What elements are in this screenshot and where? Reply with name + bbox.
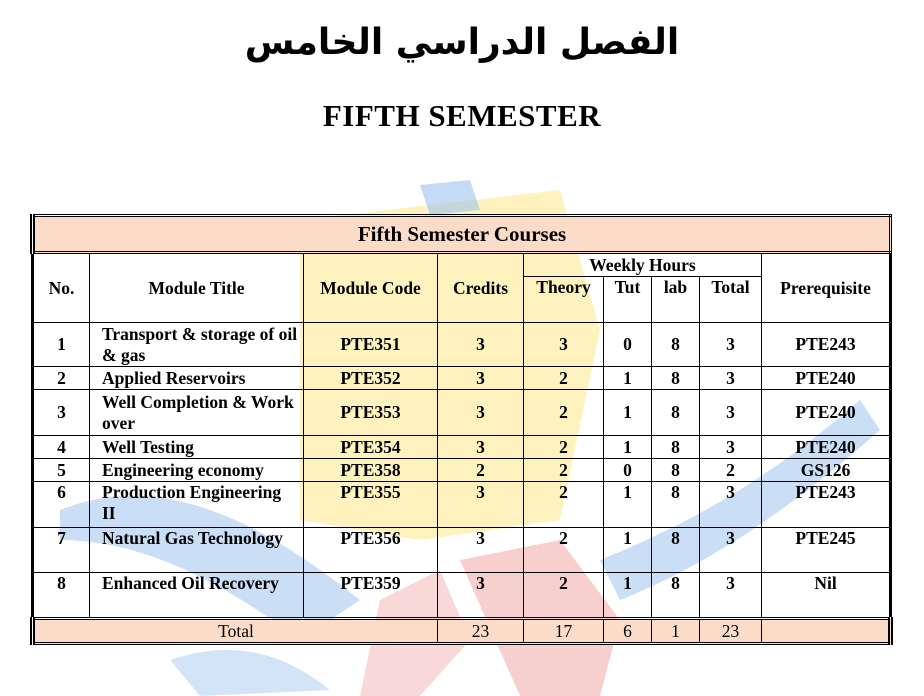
- cell-no: 8: [33, 573, 90, 619]
- cell-code: PTE352: [304, 367, 438, 390]
- cell-theory: 3: [524, 323, 604, 367]
- cell-prereq: PTE245: [762, 528, 891, 573]
- cell-lab: 8: [652, 528, 700, 573]
- cell-credits: 3: [438, 367, 524, 390]
- cell-code: PTE354: [304, 436, 438, 459]
- cell-tut: 0: [604, 323, 652, 367]
- table-row: [33, 323, 891, 367]
- cell-theory: 2: [524, 482, 604, 528]
- cell-tut: 0: [604, 459, 652, 482]
- cell-no: 4: [33, 436, 90, 459]
- courses-table: [30, 214, 893, 645]
- cell-total: 3: [700, 323, 762, 367]
- cell-title: Natural Gas Technology: [90, 528, 304, 573]
- total-total: 23: [700, 619, 762, 644]
- total-label: Total: [33, 619, 438, 644]
- cell-credits: 2: [438, 459, 524, 482]
- cell-tut: 1: [604, 436, 652, 459]
- cell-code: PTE351: [304, 323, 438, 367]
- cell-total: 3: [700, 573, 762, 619]
- cell-tut: 1: [604, 390, 652, 436]
- header-tut: Tut: [604, 277, 652, 323]
- cell-title: Applied Reservoirs: [90, 367, 304, 390]
- cell-lab: 8: [652, 436, 700, 459]
- table-row: [33, 367, 891, 390]
- header-module-title: Module Title: [90, 253, 304, 323]
- english-title: FIFTH SEMESTER: [322, 98, 602, 133]
- cell-no: 2: [33, 367, 90, 390]
- header-module-code: Module Code: [304, 253, 438, 323]
- cell-credits: 3: [438, 482, 524, 528]
- table-row: [33, 528, 891, 573]
- header-row-1: [33, 253, 891, 277]
- cell-prereq: PTE240: [762, 367, 891, 390]
- cell-code: PTE356: [304, 528, 438, 573]
- total-credits: 23: [438, 619, 524, 644]
- cell-total: 3: [700, 390, 762, 436]
- cell-tut: 1: [604, 367, 652, 390]
- cell-title: Well Completion & Work over: [90, 390, 304, 436]
- table-caption: Fifth Semester Courses: [33, 216, 891, 253]
- header-no: No.: [33, 253, 90, 323]
- cell-credits: 3: [438, 436, 524, 459]
- cell-lab: 8: [652, 323, 700, 367]
- cell-no: 3: [33, 390, 90, 436]
- header-prerequisite: Prerequisite: [762, 253, 891, 323]
- totals-row: [33, 619, 891, 644]
- cell-tut: 1: [604, 528, 652, 573]
- total-tut: 6: [604, 619, 652, 644]
- table-row: [33, 573, 891, 619]
- table-row: [33, 459, 891, 482]
- cell-no: 7: [33, 528, 90, 573]
- cell-prereq: PTE240: [762, 390, 891, 436]
- cell-total: 3: [700, 482, 762, 528]
- total-prereq: [762, 619, 891, 644]
- cell-prereq: PTE243: [762, 482, 891, 528]
- watermark-blue-top: [420, 180, 480, 215]
- cell-total: 2: [700, 459, 762, 482]
- cell-prereq: Nil: [762, 573, 891, 619]
- cell-theory: 2: [524, 459, 604, 482]
- total-theory: 17: [524, 619, 604, 644]
- arabic-title: الفصل الدراسي الخامس: [244, 22, 680, 63]
- header-weekly-hours: Weekly Hours: [524, 253, 762, 277]
- cell-no: 1: [33, 323, 90, 367]
- cell-total: 3: [700, 436, 762, 459]
- header-total: Total: [700, 277, 762, 323]
- cell-theory: 2: [524, 367, 604, 390]
- cell-code: PTE358: [304, 459, 438, 482]
- cell-total: 3: [700, 528, 762, 573]
- cell-no: 6: [33, 482, 90, 528]
- cell-prereq: PTE243: [762, 323, 891, 367]
- cell-title: Transport & storage of oil & gas: [90, 323, 304, 367]
- cell-lab: 8: [652, 482, 700, 528]
- cell-code: PTE355: [304, 482, 438, 528]
- cell-prereq: GS126: [762, 459, 891, 482]
- cell-theory: 2: [524, 390, 604, 436]
- cell-credits: 3: [438, 573, 524, 619]
- watermark-blue-bottom: [170, 650, 330, 696]
- cell-code: PTE359: [304, 573, 438, 619]
- cell-tut: 1: [604, 482, 652, 528]
- header-theory: Theory: [524, 277, 604, 323]
- cell-title: Enhanced Oil Recovery: [90, 573, 304, 619]
- cell-prereq: PTE240: [762, 436, 891, 459]
- cell-theory: 2: [524, 436, 604, 459]
- table-caption-row: [33, 216, 891, 253]
- cell-title: Production Engineering II: [90, 482, 304, 528]
- cell-credits: 3: [438, 528, 524, 573]
- cell-tut: 1: [604, 573, 652, 619]
- cell-lab: 8: [652, 459, 700, 482]
- cell-total: 3: [700, 367, 762, 390]
- cell-title: Engineering economy: [90, 459, 304, 482]
- total-lab: 1: [652, 619, 700, 644]
- cell-no: 5: [33, 459, 90, 482]
- header-credits: Credits: [438, 253, 524, 323]
- cell-title: Well Testing: [90, 436, 304, 459]
- cell-credits: 3: [438, 390, 524, 436]
- table-row: [33, 482, 891, 528]
- cell-code: PTE353: [304, 390, 438, 436]
- cell-theory: 2: [524, 573, 604, 619]
- cell-lab: 8: [652, 390, 700, 436]
- table-row: [33, 436, 891, 459]
- header-lab: lab: [652, 277, 700, 323]
- cell-lab: 8: [652, 573, 700, 619]
- cell-credits: 3: [438, 323, 524, 367]
- table-row: [33, 390, 891, 436]
- cell-lab: 8: [652, 367, 700, 390]
- cell-theory: 2: [524, 528, 604, 573]
